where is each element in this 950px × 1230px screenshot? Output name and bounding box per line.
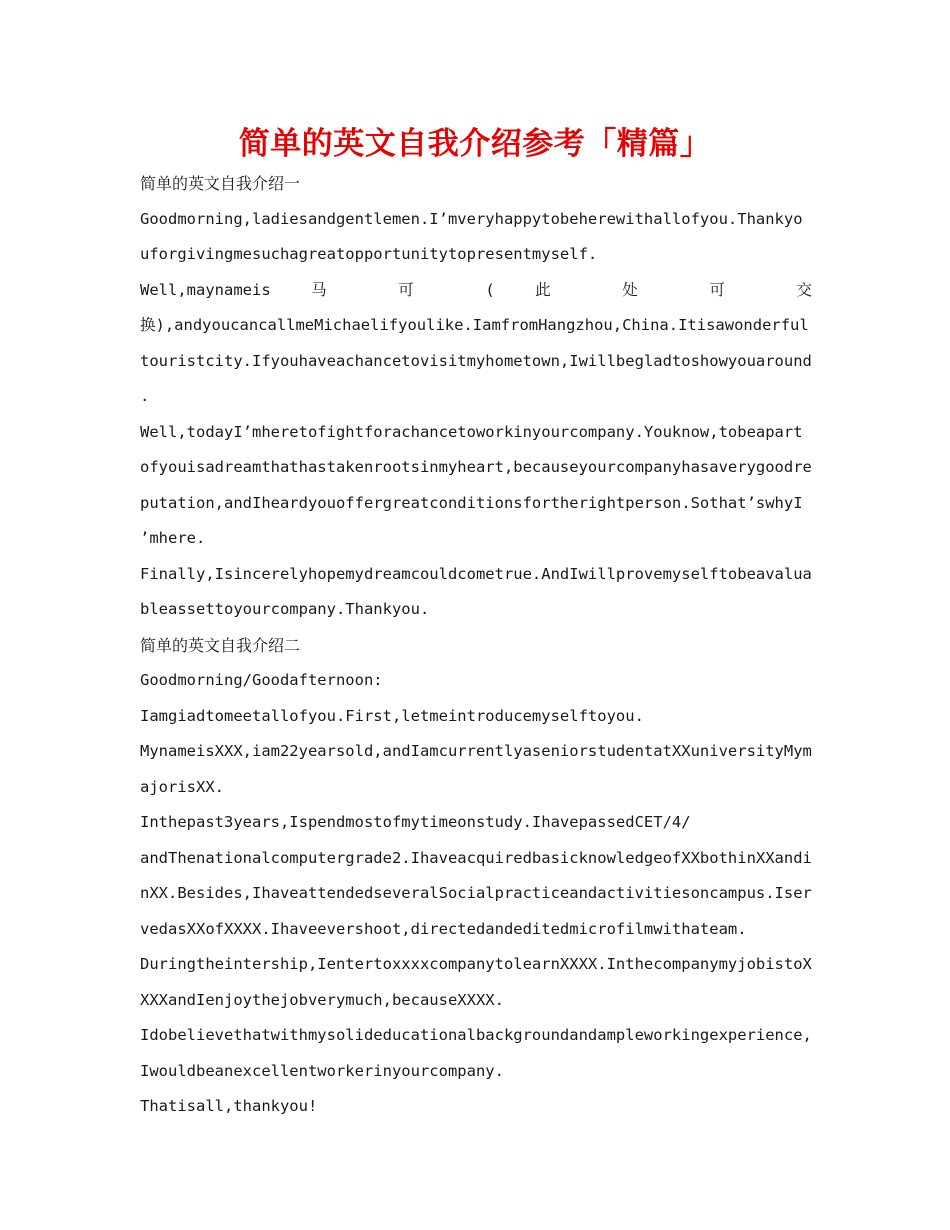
text-line: Thatisall,thankyou! — [140, 1097, 318, 1115]
text-line: ’mhere. — [140, 529, 206, 547]
text-line: Well,maynameis 马 可 ( 此 处 可 交 — [140, 280, 812, 299]
section-heading: 简单的英文自我介绍一 — [140, 174, 301, 193]
text-line: ajorisXX. — [140, 777, 224, 796]
document-body — [140, 166, 812, 1125]
text-line: Inthepast3years,Ispendmostofmytimeonstudy.IhavepassedCET/4/ — [140, 813, 691, 831]
text-line: MynameisXXX,iam22yearsold,andIamcurrentlyaseniorstudentatXXuniversityMym — [140, 742, 812, 760]
text-line: bleassettoyourcompany.Thankyou. — [140, 600, 430, 618]
text-line: uforgivingmesuchagreatopportunitytopresentmyself. — [140, 245, 598, 263]
text-line: putation,andIheardyouoffergreatconditionsfortherightperson.Sothat’swhyI — [140, 493, 803, 512]
text-line: 换),andyoucancallmeMichaelifyoulike.IamfromHangzhou,China.Itisawonderful — [140, 316, 809, 334]
text-line: Idobelievethatwithmysolideducationalbackgroundandampleworkingexperience, — [140, 1026, 812, 1044]
text-line: Finally,Isincerelyhopemydreamcouldcometrue.AndIwillprovemyselftobeavalua — [140, 564, 812, 583]
text-line: vedasXXofXXXX.Ihaveevershoot,directedandeditedmicrofilmwithateam. — [140, 919, 747, 938]
section-heading: 简单的英文自我介绍二 — [140, 635, 301, 655]
text-line: Goodmorning,ladiesandgentlemen.I’mveryhappytobeherewithallofyou.Thankyo — [140, 209, 803, 228]
text-line: Well,todayI’mheretofightforachancetoworkinyourcompany.Youknow,tobeapart — [140, 422, 803, 441]
text-line: ofyouisadreamthathastakenrootsinmyheart,becauseyourcompanyhasaverygoodre — [140, 458, 812, 476]
text-line: XXXandIenjoythejobverymuch,becauseXXXX. — [140, 990, 504, 1009]
text-line: Iwouldbeanexcellentworkerinyourcompany. — [140, 1061, 504, 1080]
text-line: Goodmorning/Goodafternoon: — [140, 671, 383, 689]
text-line: andThenationalcomputergrade2.IhaveacquiredbasicknowledgeofXXbothinXXandi — [140, 848, 812, 867]
text-line: Duringtheintership,IentertoxxxxcompanytolearnXXXX.InthecompanymyjobistoX — [140, 955, 812, 973]
document-title: 简单的英文自我介绍参考「精篇」 — [238, 126, 712, 162]
text-line: Iamgiadtomeetallofyou.First,letmeintroducemyselftoyou. — [140, 706, 644, 725]
text-line: touristcity.Ifyouhaveachancetovisitmyhometown,Iwillbegladtoshowyouaround — [140, 351, 812, 370]
text-line: nXX.Besides,IhaveattendedseveralSocialpracticeandactivitiesoncampus.Iser — [140, 884, 812, 902]
text-line: . — [140, 387, 150, 405]
